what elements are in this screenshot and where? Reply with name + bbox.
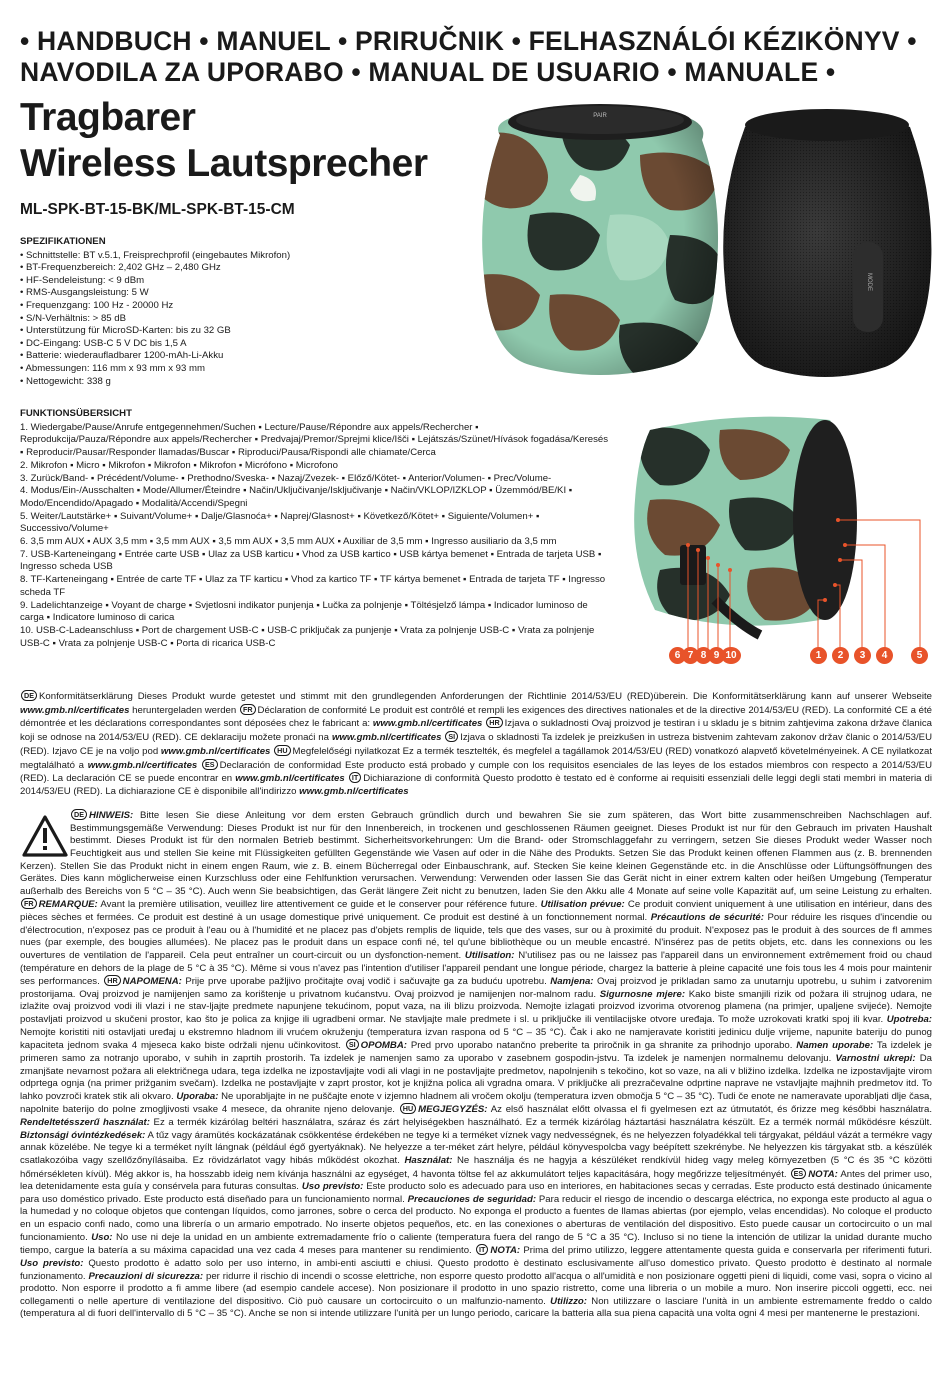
warning-de: Bitte lesen Sie diese Anleitung vor dem ersten Gebrauch gründlich durch und bewahren Sie sie zum späteren, das Wort bitte zusammenschreiben Nachschlagen auf. Bestimmungsgemäße Verwendung: Dieses Produkt ist nur für den Innenbereich, in trockenen und geschlossenen Räumen geeignet. Dieses Produkt ist nur für den Gebrauch im privaten Haushalt bestimmt. Dieses Produkt ist für den normalen Betrieb bestimmt. Sicherheitsvorkehrungen: Um die Brand- oder Stromschlaggefahr zu verringern, setzen Sie dieses Produkt weder Wasser noch Feuchtigkeit aus und stellen Sie keine mit Flüssigkeiten gefüllten Gegenstände wie Vasen auf oder in die Nähe des Produkts. Setzen Sie das Produkt keinen offenen Flammen aus (z. B. brennenden Kerzen). Stellen Sie das Produkt nicht in einem engen Raum, wie z. B. einem Bücherregal oder Einbauschrank, auf. Stecken Sie keine kleinen Gegenstände etc. in die Anschlüsse oder Lüftungsöffnungen des Gerätes. Dies kann möglicherweise einen Kurzschluss oder eine Fehlfunktion verursachen. Verwendung: Verwenden oder lassen Sie das Gerät nicht in einer extrem kalten oder heißen Umgebung (Temperatur außerhalb des Bereichs von 5 °C – 35 °C). Auch wenn Sie beabsichtigen, das Gerät längere Zeit nicht zu benutzen, laden Sie den Akku alle 4 Monate auf seine volle Kapazität auf, um seine Leistung zu erhalten. [20, 810, 932, 897]
callout-6: 6 [669, 647, 686, 664]
lang-badge-hu: HU [400, 1103, 416, 1114]
header-line-1: • HANDBUCH • MANUEL • PRIRUČNIK • FELHASZNÁLÓI KÉZIKÖNYV • [20, 26, 917, 56]
warning-hr: Prije prve uporabe pažljivo pročitajte ovaj vodič i sačuvajte ga za buduću upotrebu. [181, 976, 551, 988]
lang-badge-si: SI [346, 1039, 359, 1050]
warning-subheading-es: Uso previsto: [301, 1181, 364, 1193]
warning-subheading-it: Utilizzo: [550, 1295, 587, 1307]
warning-si: Pred prvo uporabo natančno preberite ta priročnik in ga shranite za prihodnjo uporabo. [406, 1040, 797, 1052]
function-item: 3. Zurück/Band- ▪ Précédent/Volume- ▪ Prethodno/Sveska- ▪ Nazaj/Zvezek- ▪ Előző/Kötet- ▪ Anterior/Volumen- ▪ Prec/Volume- [20, 472, 552, 484]
warning-subheading-hu: Rendeltetésszerű használat: [20, 1117, 150, 1128]
conformity-hu: Megfelelőségi nyilatkozat Ez a termék tesztelték, és megfelel a tagállamok 2014/53/EU (RED) vonatkozó alapvető követelményeinek. A CE nyilatkozat megtalálható a [20, 745, 932, 771]
model-number: ML-SPK-BT-15-BK/ML-SPK-BT-15-CM [20, 201, 295, 218]
function-item: 9. Ladelichtanzeige ▪ Voyant de charge ▪ Svjetlosni indikator punjenja ▪ Lučka za polnjenje ▪ Töltésjelző lámpa ▪ Indicador luminoso de carga ▪ Indicatore luminoso di carica [20, 599, 588, 624]
warning-subheading-si: Uporaba: [176, 1090, 219, 1102]
spec-item: • S/N-Verhältnis: > 85 dB [20, 312, 127, 324]
warning-subheading-si: Varnostni ukrepi: [835, 1052, 916, 1064]
warning-subheading-fr: Utilisation: [464, 949, 515, 961]
warning-fr: Ce produit convient uniquement à une utilisation en intérieur, dans des pièces sèches et fermées. Ce produit est destiné à un usage domestique privé uniquement. Ce produit est destiné à un fonctionnement normal. [20, 899, 932, 923]
function-overview-section [20, 408, 610, 650]
black-speaker-side-label: MODE [866, 273, 872, 291]
conformity-si: Izjava o skladnosti Ta izdelek je preizkušen in ustreza bistvenim zahtevam zakonov držav članic o 2014/53/EU (RED). Izjavo CE je na voljo pod [20, 732, 933, 757]
conformity-de: Konformitätserklärung Dieses Produkt wurde getestet und stimmt mit den grundlegenden Anforderungen der Richtlinie 2014/53/EU (RED)überein. Die Konformitätserklärung kann auf unserer Webseite [39, 691, 932, 702]
lang-badge-fr: FR [21, 898, 37, 909]
warning-it: Non utilizzare o lasciare l'unità in un ambiente estremamente freddo o caldo (temperatura al di fuori dell'intervallo di 5 °C – 35 °C). Anche se non si intende utilizzare l'unità per un lungo periodo, caricare la batteria alla sua piena capacità una volta ogni 4 mesi per mantenerne le prestazioni. [20, 1295, 932, 1320]
warning-it: Questo prodotto è adatto solo per uso interno, in ambi-enti asciutti e chiusi. Questo prodotto è destinato esclusivamente all'uso domestico privato. Questo prodotto è destinato al normale funzionamento. [20, 1257, 932, 1282]
conformity-fr: Déclaration de conformité Le produit est contrôlé et rempli les exigences des directives nationales et de la directive 2014/53/EU (RED). La conformité CE a été démontrée et les déclarations correspondantes sont déposées chez le fabricant a: [20, 704, 932, 730]
warning-hu: Ne használja és ne hagyja a készüléket rendkívül hideg vagy meleg környezetben (5 °C és 35 °C közötti hőmérsékleten kívül). Még akkor is, ha hosszabb ideig nem kívánja használni az egységet, 4 havonta töltse fel az akkumulátort teljes kapacitására, hogy megőrizze teljesítményét. [20, 1154, 932, 1180]
triangle-spacer [20, 809, 70, 859]
lang-badge-si: SI [445, 731, 458, 742]
warning-subheading-hr: Sigurnosne mjere: [599, 988, 686, 1000]
callout-7: 7 [682, 647, 699, 664]
specifications-section [20, 236, 290, 388]
callout-1: 1 [810, 647, 827, 664]
certificates-url: www.gmb.nl/certificates [299, 785, 409, 797]
black-speaker-image [715, 92, 940, 390]
conformity-hr: Izjava o sukladnosti Ovaj proizvod je testiran i u skladu je s bitnim zahtjevima zakona države članica koji se odnose na 2014/53/EU (RED). CE deklaraciju možete pronaći na [20, 718, 933, 744]
warning-es: Este producto solo es adecuado para uso en interiores, en habitaciones secas y cerradas. Este producto está destinado únicamente para uso doméstico privado. Este producto está diseñado para un funcionamiento normal. [20, 1181, 932, 1205]
product-title [20, 95, 428, 187]
warning-heading-si: OPOMBA: [360, 1040, 407, 1052]
warning-it: Prima del primo utilizzo, leggere attentamente questa guida e conservarla per riferimenti futuri. [520, 1245, 933, 1257]
function-item: 1. Wiedergabe/Pause/Anrufe entgegennehmen/Suchen ▪ Lecture/Pause/Répondre aux appels/Rechercher ▪ Reprodukcija/Pauza/Répondre aux appels/Rechercher ▪ Predvajaj/Premor/Sprejmi klice/Išči ▪ Lejátszás/Szünet/Hívások fogadása/Keresés ▪ Reproducir/Pausar/Responder llamadas/Buscar ▪ Riproduci/Pausa/Rispondi alle chiamate/Cerca [20, 421, 609, 459]
warning-heading-hr: NAPOMENA: [122, 976, 182, 988]
warning-si: Ta izdelek je primeren samo za notranjo uporabo, v suhih in zaprtih prostorih. Ta izdelek je namenjen samo za uporabo v zasebnem gospodin-jstvu. Ta izdelek je namenjen normalnemu delovanju. [20, 1040, 932, 1064]
conformity-it: Dichiarazione di conformità Questo prodotto è testato ed è conforme ai requisiti essenziali delle leggi degli stati membri in materia di 2014/53/EU (RED). La dichiarazione CE è disponibile all'indirizzo [20, 773, 932, 797]
callout-2: 2 [832, 647, 849, 664]
spec-item: • DC-Eingang: USB-C 5 V DC bis 1,5 A [20, 337, 187, 349]
function-item: 4. Modus/Ein-/Ausschalten ▪ Mode/Allumer/Éteindre ▪ Način/Uključivanje/Isključivanje ▪ Način/VKLOP/IZKLOP ▪ Üzemmód/BE/KI ▪ Modo/Encendido/Apagado ▪ Modalità/Accendi/Spegni [20, 485, 573, 509]
lang-badge-de: DE [71, 809, 87, 820]
warning-subheading-es: Uso: [91, 1231, 113, 1243]
conformity-es: Declaración de conformidad Este producto está probado y cumple con los requisitos esenciales de las leyes de los estados miembros con respecto a 2014/53/EU (RED). La declaración CE se puede encontrar en [20, 759, 933, 785]
spec-item: • Unterstützung für MicroSD-Karten: bis zu 32 GB [20, 325, 231, 337]
spec-item: • HF-Sendeleistung: < 9 dBm [20, 274, 145, 286]
camo-speaker-image [470, 95, 730, 390]
spec-item: • Frequenzgang: 100 Hz - 20000 Hz [20, 299, 174, 311]
warning-subheading-hr: Upotreba: [886, 1014, 932, 1025]
certificates-url: www.gmb.nl/certificates [87, 759, 198, 771]
warning-fr: Avant la première utilisation, veuillez lire attentivement ce guide et le conserver pour référence future. [97, 899, 541, 911]
callout-5: 5 [911, 647, 928, 664]
certificates-url: www.gmb.nl/certificates [160, 745, 271, 757]
camo-speaker-top-label: PAIR [593, 113, 607, 119]
warning-heading-fr: REMARQUE: [38, 899, 98, 911]
function-item: 8. TF-Karteneingang ▪ Entrée de carte TF ▪ Ulaz za TF karticu ▪ Vhod za kartico TF ▪ TF kártya bemenet ▪ Entrada de tarjeta TF ▪ Ingresso scheda TF [20, 574, 606, 598]
warning-fr: Pour réduire les risques d'incendie ou d'électrocution, n'exposez pas ce produit à l'eau ou à l'humidité et ne placez pas d'objets remplis de liquide, tels que des vases, sur ou à proximité du produit. N'exposez pas le produit à des sources de fl ammes nues (par exemple, des bougies allumées). Ne placez pas le produit dans un espace confi né, tel qu'une bibliothèque ou un meuble encastré. N'insérez pas de petits objets, etc. dans les connexions ou les ouvertures de ventilation de l'appareil. Cela peut entraîner un court-circuit ou un dysfonction-nement. [20, 912, 933, 961]
spec-item: • RMS-Ausgangsleistung: 5 W [20, 287, 149, 299]
lang-badge-hr: HR [486, 717, 502, 728]
lang-badge-hr: HR [104, 975, 120, 986]
warning-subheading-es: Precauciones de seguridad: [407, 1193, 537, 1205]
spec-item: • Abmessungen: 116 mm x 93 mm x 93 mm [20, 362, 205, 374]
safety-notes [20, 809, 932, 1321]
warning-es: No use ni deje la unidad en un ambiente extremadamente frío o caliente (temperatura fuera del rango de 5 °C a 35 °C). Incluso si no tiene la intención de utilizar la unidad durante mucho tiempo, cargue la batería a su máxima capacidad una vez cada 4 meses para mantener su rendimiento. [20, 1231, 932, 1257]
warning-heading-it: NOTA: [490, 1245, 521, 1257]
document-header [20, 26, 940, 88]
conformity-declarations [20, 690, 932, 799]
warning-heading-de: HINWEIS: [89, 810, 134, 821]
warning-hr: Ovaj proizvod je prikladan samo za unutarnju upotrebu, u suhim i zatvorenim prostorijama. Ovaj proizvod je namijenjen samo za korištenje u privatnom kućanstvu. Ovaj proizvod je namijenjen nor-malnom radu. [20, 976, 932, 1000]
warning-hu: Az első használat előtt olvassa el fi gyelmesen ezt az útmutatót, és őrizze meg későbbi használatra. [487, 1104, 932, 1116]
warning-subheading-it: Uso previsto: [20, 1257, 84, 1269]
warning-hr: Kako biste smanjili rizik od požara ili strujnog udara, ne izlažite ovaj proizvod vodi ili vlazi i ne stav-ljajte predmete napunjene tekućinom, poput vaza, na ili blizu proizvoda. Nemojte izlagati proizvod izvorima otvorenog plamena (na primjer, upaljene svijeće). Nemojte postavljati proizvod u skučeni prostor, kao što je polica za knjige ili ugradbeni ormar. Ne stavljajte male predmete i sl. u priključke ili ventilacijske otvore uređaja. To može uzrokovati kratki spoj ili kvar. [20, 988, 932, 1025]
title-line-2: Wireless Lautsprecher [20, 142, 428, 185]
specifications-heading: SPEZIFIKATIONEN [20, 236, 106, 247]
warning-subheading-hu: Használat: [404, 1154, 453, 1166]
title-line-1: Tragbarer [20, 96, 196, 139]
spec-item: • Nettogewicht: 338 g [20, 375, 111, 387]
callout-3: 3 [854, 647, 871, 664]
warning-subheading-si: Namen uporabe: [796, 1040, 874, 1052]
warning-hu: Ez a termék kizárólag beltéri használatra, száraz és zárt helyiségekben használható. Ez a termék kizárólag háztartási használatra készült. Ez a termék normál működésre készült. [149, 1117, 932, 1128]
warning-si: Ne uporabljajte in ne puščajte enote v izjemno hladnem ali vročem okolju (temperatura izven območja 5 °C – 35 °C). Tudi če enote ne nameravate uporabljati dlje časa, napolnite baterijo do polne zmogljivosti vsake 4 mesece, da ohranite njeno delovanje. [20, 1090, 932, 1116]
callout-lines [620, 410, 940, 670]
warning-subheading-fr: Utilisation prévue: [540, 899, 625, 911]
function-item: 2. Mikrofon ▪ Micro ▪ Mikrofon ▪ Mikrofon ▪ Mikrofon ▪ Micrófono ▪ Microfono [20, 459, 338, 471]
warning-heading-hu: MEGJEGYZÉS: [418, 1104, 488, 1116]
lang-badge-de: DE [21, 690, 37, 701]
function-item: 7. USB-Karteneingang ▪ Entrée carte USB ▪ Ulaz za USB karticu ▪ Vhod za USB kartico ▪ USB kártya bemenet ▪ Entrada de tarjeta USB ▪ Ingresso scheda USB [20, 548, 602, 573]
warning-it: per ridurre il rischio di incendi o scosse elettriche, non esporre questo prodotto all'acqua o all'umidità e non posizionare oggetti pieni di liquidi, come vasi, sopra o vicino al prodotto. Non esporre il prodotto a fi amme libere (ad esempio candele accese). Non posizionare il prodotto in uno spazio ristretto, come una libreria o un mobile a muro. Non inserire piccoli oggetti, ecc. nei collegamenti o nelle aperture di ventilazione del dispositivo. Ciò può causare un cortocircuito o un malfunzio-namento. [20, 1270, 932, 1307]
certificates-url: www.gmb.nl/certificates [372, 718, 483, 730]
certificates-url: www.gmb.nl/certificates [331, 732, 442, 744]
lang-badge-fr: FR [240, 704, 256, 715]
lang-badge-hu: HU [274, 745, 290, 756]
warning-fr: N'utilisez pas ou ne laissez pas l'appareil dans un environnement extrêmement froid ou chaud (température en dehors de la plage de 5 °C à 35 °C). Même si vous n'avez pas l'intention d'utiliser l'appareil pendant une longue période, chargez la batterie à pleine capacité une fois tous les 4 mois pour maintenir ses performances. [20, 949, 932, 988]
function-item: 10. USB-C-Ladeanschluss ▪ Port de chargement USB-C ▪ USB-C priključak za punjenje ▪ Vrata za polnjenje USB-C ▪ Vrata za polnjenje USB-C ▪ Vrata za polnjenje USB-C ▪ Porta di ricarica USB-C [20, 624, 595, 649]
warning-subheading-hu: Biztonsági óvintézkedések: [20, 1129, 146, 1141]
spec-item: • Schnittstelle: BT v.5.1, Freisprechprofil (eingebautes Mikrofon) [20, 249, 291, 261]
spec-item: • BT-Frequenzbereich: 2,402 GHz – 2,480 GHz [20, 262, 221, 274]
lang-badge-es: ES [791, 1168, 807, 1179]
header-line-2: NAVODILA ZA UPORABO • MANUAL DE USUARIO • MANUALE • [20, 57, 836, 87]
warning-subheading-it: Precauzioni di sicurezza: [88, 1270, 204, 1282]
function-item: 5. Weiter/Lautstärke+ ▪ Suivant/Volume+ ▪ Dalje/Glasnoća+ ▪ Naprej/Glasnost+ ▪ Következő/Kötet+ ▪ Siguiente/Volumen+ ▪ Successivo/Volume+ [20, 510, 540, 535]
warning-hr: Nemojte koristiti niti ostavljati uređaj u ekstremno hladnom ili vrućem okruženju (temperatura izvan raspona od 5 °C – 35 °C). Čak i ako ne namjeravate koristiti jedinicu dulje vrijeme, napunite bateriju do punog kapaciteta jednom svaka 4 mjeseca kako biste održali njenu učinkovitost. [20, 1026, 932, 1052]
callout-9: 9 [708, 647, 725, 664]
callout-8: 8 [695, 647, 712, 664]
warning-si: Da zmanjšate nevarnost požara ali električnega udara, tega izdelka ne izpostavljajte vodi ali vlagi in ne postavljajte predmetov, napolnjenih s tekočino, kot so vaze, na ali v bližino izdelka. Izdelka ne izpostavljajte virom odprtega ognja (na primer prižganim svečam). Izdelka ne postavljajte v zaprt prostor, kot je knjižna polica ali vgradna omara. V priključke ali prezračevalne odprtine naprave ne vstavljajte majhnih predmetov itd. To lahko povzroči kratek stik ali okvaro. [20, 1052, 932, 1102]
warning-subheading-fr: Précautions de sécurité: [650, 912, 764, 923]
warning-es: Antes del primer uso, lea detenidamente esta guía y consérvela para futuras consultas. [20, 1168, 932, 1193]
warning-heading-es: NOTA: [808, 1168, 838, 1180]
callout-4: 4 [876, 647, 893, 664]
lang-badge-it: IT [349, 772, 361, 783]
certificates-url: www.gmb.nl/certificates [235, 773, 345, 785]
function-item: 6. 3,5 mm AUX ▪ AUX 3,5 mm ▪ 3,5 mm AUX ▪ 3,5 mm AUX ▪ 3,5 mm AUX ▪ Auxiliar de 3,5 mm ▪ Ingresso ausiliario da 3,5 mm [20, 536, 557, 548]
lang-badge-it: IT [476, 1244, 488, 1255]
lang-badge-es: ES [202, 759, 218, 770]
callout-10: 10 [721, 647, 741, 664]
warning-es: Para reducir el riesgo de incendio o descarga eléctrica, no exponga este producto al agua o la humedad y no coloque objetos que contengan líquidos, como jarrones, sobre o cerca del producto. No exponga el producto a fuentes de llamas abiertas (por ejemplo, velas encendidas). No coloque el producto en un espacio confi nado, como una librería o un armario empotrado. No inserte objetos pequeños, etc. en las conexiones o aberturas de ventilación del dispositivo. Esto puede causar un cortocircuito o un mal funcionamiento. [20, 1193, 932, 1243]
spec-item: • Batterie: wiederaufladbarer 1200-mAh-Li-Akku [20, 350, 224, 362]
conformity-de-end: heruntergeladen werden [129, 704, 237, 716]
function-overview-heading: FUNKTIONSÜBERSICHT [20, 408, 132, 419]
certificates-url: www.gmb.nl/certificates [20, 704, 130, 716]
warning-subheading-hr: Namjena: [550, 976, 594, 988]
warning-hu: A tűz vagy áramütés kockázatának csökkentése érdekében ne tegye ki a terméket víznek vagy nedvességnek, és ne helyezzen folyadékkal teli tárgyakat, például vázát a termékre vagy annak közelébe. Ne tegye ki a terméket nyílt lángnak (például égő gyertyáknak). Ne helyezze a ter-méket zárt helyre, például könyvespolcba vagy beépített szekrénybe. Ne helyezzen kis tárgyakat stb. a készülék csatlakozóiba vagy szellőzőnyílásaiba. Ez rövidzárlatot vagy hibás működést okozhat. [20, 1129, 932, 1166]
